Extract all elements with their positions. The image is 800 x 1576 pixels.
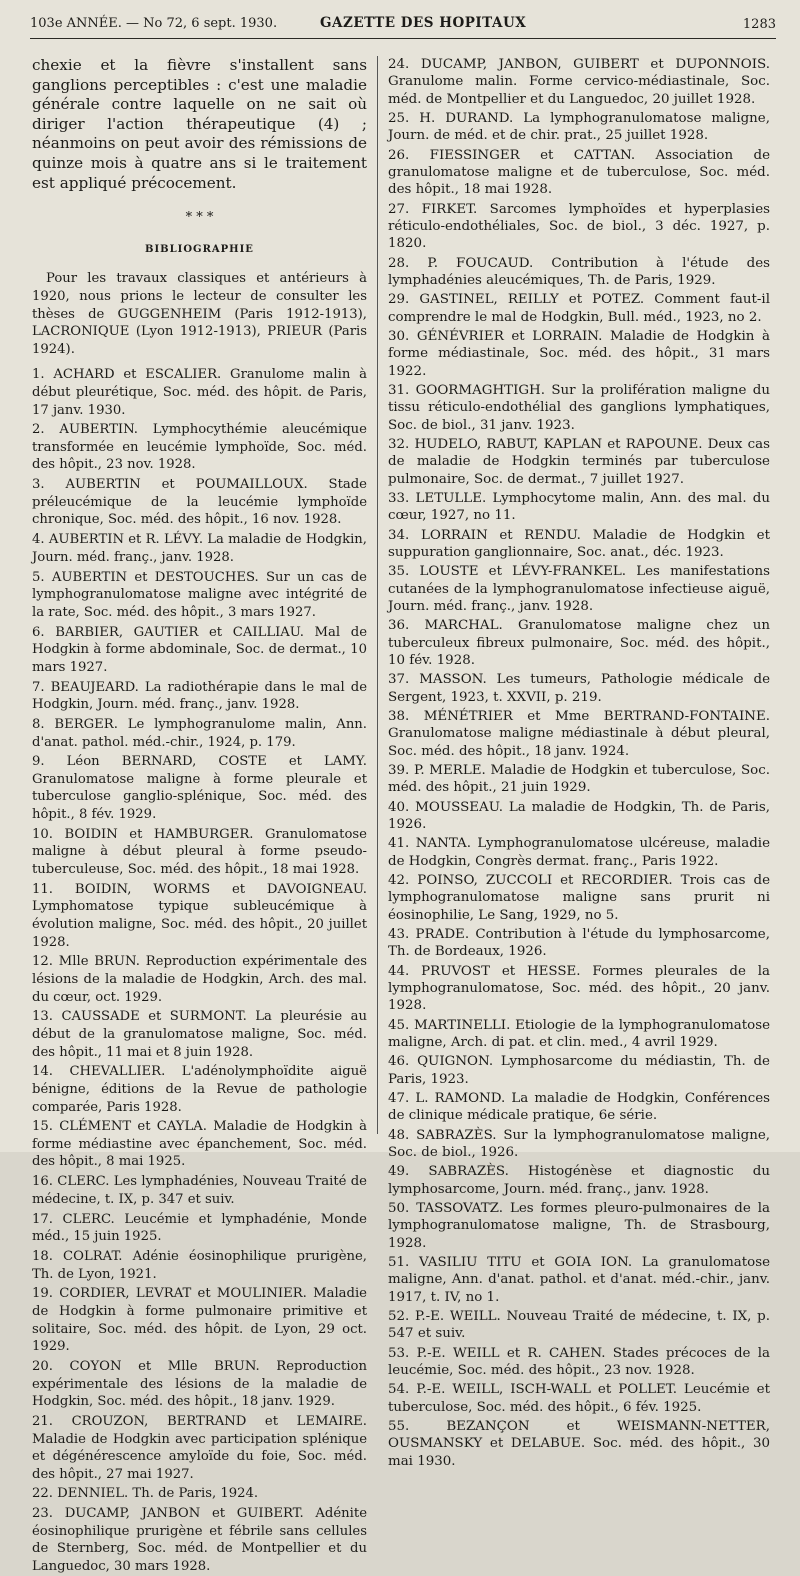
reference-item: 30. GÉNÉVRIER et LORRAIN. Maladie de Hodgkin à forme médiastinale, Soc. méd. des hôpit., 31 mars 1922.: [388, 329, 770, 379]
bibliography-title: BIBLIOGRAPHIE: [145, 243, 254, 255]
reference-item: 55. BEZANÇON et WEISMANN-NETTER, OUSMANSKY et DELABUE. Soc. méd. des hôpit., 30 mai 1930.: [388, 1419, 770, 1469]
reference-item: 36. MARCHAL. Granulomatose maligne chez un tuberculeux fibreux pulmonaire, Soc. méd. des hôpit., 10 fév. 1928.: [388, 618, 770, 668]
reference-item: 51. VASILIU TITU et GOIA ION. La granulomatose maligne, Ann. d'anat. pathol. et d'anat. méd.-chir., janv. 1917, t. IV, no 1.: [388, 1255, 770, 1305]
reference-item: 32. HUDELO, RABUT, KAPLAN et RAPOUNE. Deux cas de maladie de Hodgkin terminés par tuberculose pulmonaire, Soc. de dermat., 7 juillet 1927.: [388, 436, 770, 487]
reference-item: 12. Mlle BRUN. Reproduction expérimentale des lésions de la maladie de Hodgkin, Arch. des mal. du cœur, oct. 1929.: [32, 954, 367, 1005]
reference-item: 25. H. DURAND. La lymphogranulomatose maligne, Journ. de méd. et de chir. prat., 25 juillet 1928.: [388, 110, 770, 144]
reference-item: 46. QUIGNON. Lymphosarcome du médiastin, Th. de Paris, 1923.: [388, 1054, 770, 1087]
reference-item: 43. PRADE. Contribution à l'étude du lymphosarcome, Th. de Bordeaux, 1926.: [388, 927, 770, 960]
left-column: [32, 56, 367, 1575]
reference-item: 48. SABRAZÈS. Sur la lymphogranulomatose maligne, Soc. de biol., 1926.: [388, 1127, 770, 1161]
reference-item: 53. P.-E. WEILL et R. CAHEN. Stades précoces de la leucémie, Soc. méd. des hôpit., 23 nov. 1928.: [388, 1345, 770, 1379]
reference-item: 3. AUBERTIN et POUMAILLOUX. Stade préleucémique de la leucémie lymphoïde chronique, Soc. méd. des hôpit., 16 nov. 1928.: [32, 477, 367, 528]
reference-item: 22. DENNIEL. Th. de Paris, 1924.: [32, 1486, 259, 1502]
page-number: 1283: [742, 17, 776, 32]
reference-item: 33. LETULLE. Lymphocytome malin, Ann. des mal. du cœur, 1927, no 11.: [388, 490, 770, 524]
reference-list-right: [388, 56, 770, 1470]
reference-item: 10. BOIDIN et HAMBURGER. Granulomatose maligne à début pleural à forme pseudo-tuberculeuse, Soc. méd. des hôpit., 18 mai 1928.: [32, 826, 367, 878]
reference-item: 37. MASSON. Les tumeurs, Pathologie médicale de Sergent, 1923, t. XXVII, p. 219.: [388, 672, 770, 705]
reference-item: 19. CORDIER, LEVRAT et MOULINIER. Maladie de Hodgkin à forme pulmonaire primitive et solitaire, Soc. méd. des hôpit. de Lyon, 29 oct. 1929.: [32, 1286, 367, 1355]
reference-item: 4. AUBERTIN et R. LÉVY. La maladie de Hodgkin, Journ. méd. franç., janv. 1928.: [32, 532, 367, 565]
reference-item: 18. COLRAT. Adénie éosinophilique prurigène, Th. de Lyon, 1921.: [32, 1249, 367, 1282]
reference-item: 8. BERGER. Le lymphogranulome malin, Ann. d'anat. pathol. méd.-chir., 1924, p. 179.: [32, 716, 367, 750]
reference-item: 28. P. FOUCAUD. Contribution à l'étude des lymphadénies aleucémiques, Th. de Paris, 1929.: [388, 255, 770, 288]
section-separator: * * *: [185, 210, 214, 226]
reference-item: 31. GOORMAGHTIGH. Sur la prolifération maligne du tissu réticulo-endothélial des ganglions lymphatiques, Soc. de biol., 31 janv. 1923.: [388, 383, 770, 433]
intro-paragraph: chexie et la fièvre s'installent sans ganglions perceptibles : c'est une maladie générale contre laquelle on ne sait où diriger l'action thérapeutique (4) ; néanmoins on peut avoir des rémissions de quinze mois à quatre ans si le traitement est appliqué précocement.: [32, 56, 367, 192]
reference-item: 54. P.-E. WEILL, ISCH-WALL et POLLET. Leucémie et tuberculose, Soc. méd. des hôpit., 6 fév. 1925.: [388, 1382, 770, 1415]
reference-item: 2. AUBERTIN. Lymphocythémie aleucémique transformée en leucémie lymphoïde, Soc. méd. des hôpit., 23 nov. 1928.: [32, 422, 367, 473]
reference-item: 1. ACHARD et ESCALIER. Granulome malin à début pleurétique, Soc. méd. des hôpit. de Paris, 17 janv. 1930.: [32, 367, 367, 418]
reference-item: 47. L. RAMOND. La maladie de Hodgkin, Conférences de clinique médicale pratique, 6e série.: [388, 1091, 770, 1124]
reference-item: 29. GASTINEL, REILLY et POTEZ. Comment faut-il comprendre le mal de Hodgkin, Bull. méd., 1923, no 2.: [388, 292, 770, 325]
reference-item: 50. TASSOVATZ. Les formes pleuro-pulmonaires de la lymphogranulomatose maligne, Th. de Strasbourg, 1928.: [388, 1201, 770, 1251]
reference-item: 44. PRUVOST et HESSE. Formes pleurales de la lymphogranulomatose, Soc. méd. des hôpit., 20 janv. 1928.: [388, 963, 770, 1014]
reference-item: 6. BARBIER, GAUTIER et CAILLIAU. Mal de Hodgkin à forme abdominale, Soc. de dermat., 10 mars 1927.: [32, 624, 367, 675]
bibliography-note: Pour les travaux classiques et antérieurs à 1920, nous prions le lecteur de consulter les thèses de GUGGENHEIM (Paris 1912-1913), LACRONIQUE (Lyon 1912-1913), PRIEUR (Paris 1924).: [32, 271, 367, 357]
reference-item: 20. COYON et Mlle BRUN. Reproduction expérimentale des lésions de la maladie de Hodgkin, Soc. méd. des hôpit., 18 janv. 1929.: [32, 1358, 367, 1410]
reference-item: 49. SABRAZÈS. Histogénèse et diagnostic du lymphosarcome, Journ. méd. franç., janv. 1928.: [388, 1164, 770, 1197]
reference-item: 5. AUBERTIN et DESTOUCHES. Sur un cas de lymphogranulomatose maligne avec intégrité de la rate, Soc. méd. des hôpit., 3 mars 1927.: [32, 569, 367, 620]
reference-item: 26. FIESSINGER et CATTAN. Association de granulomatose maligne et de tuberculose, Soc. méd. des hôpit., 18 mai 1928.: [388, 147, 770, 198]
reference-item: 52. P.-E. WEILL. Nouveau Traité de médecine, t. IX, p. 547 et suiv.: [388, 1309, 770, 1342]
reference-item: 35. LOUSTE et LÉVY-FRANKEL. Les manifestations cutanées de la lymphogranulomatose infectieuse aiguë, Journ. méd. franç., janv. 1928.: [388, 564, 770, 614]
reference-item: 40. MOUSSEAU. La maladie de Hodgkin, Th. de Paris, 1926.: [388, 799, 770, 832]
reference-item: 11. BOIDIN, WORMS et DAVOIGNEAU. Lymphomatose typique subleucémique à évolution maligne, Soc. méd. des hôpit., 20 juillet 1928.: [32, 881, 367, 950]
running-header: [30, 12, 776, 39]
reference-item: 38. MÉNÉTRIER et Mme BERTRAND-FONTAINE. Granulomatose maligne médiastinale à début pleural, Soc. méd. des hôpit., 18 janv. 1924.: [388, 709, 770, 759]
reference-item: 21. CROUZON, BERTRAND et LEMAIRE. Maladie de Hodgkin avec participation splénique et dégénérescence amyloïde du foie, Soc. méd. des hôpit., 27 mai 1927.: [32, 1413, 367, 1482]
reference-item: 27. FIRKET. Sarcomes lymphoïdes et hyperplasies réticulo-endothéliales, Soc. de biol., 3 déc. 1927, p. 1820.: [388, 201, 770, 252]
column-divider: [377, 56, 378, 1134]
reference-item: 34. LORRAIN et RENDU. Maladie de Hodgkin et suppuration ganglionnaire, Soc. anat., déc. 1923.: [388, 527, 770, 560]
reference-item: 24. DUCAMP, JANBON, GUIBERT et DUPONNOIS. Granulome malin. Forme cervico-médiastinale, Soc. méd. de Montpellier et du Languedoc, 20 juillet 1928.: [388, 57, 770, 107]
reference-item: 15. CLÉMENT et CAYLA. Maladie de Hodgkin à forme médiastine avec épanchement, Soc. méd. des hôpit., 8 mai 1925.: [32, 1119, 367, 1170]
reference-item: 42. POINSO, ZUCCOLI et RECORDIER. Trois cas de lymphogranulomatose maligne sans prurit ni éosinophilie, Le Sang, 1929, no 5.: [388, 873, 770, 923]
journal-title: GAZETTE DES HOPITAUX: [320, 15, 527, 31]
reference-item: 13. CAUSSADE et SURMONT. La pleurésie au début de la granulomatose maligne, Soc. méd. des hôpit., 11 mai et 8 juin 1928.: [32, 1009, 367, 1060]
issue-info: 103e ANNÉE. — No 72, 6 sept. 1930.: [30, 16, 278, 31]
reference-item: 39. P. MERLE. Maladie de Hodgkin et tuberculose, Soc. méd. des hôpit., 21 juin 1929.: [388, 762, 770, 796]
reference-list-left: [32, 366, 367, 1575]
reference-item: 17. CLERC. Leucémie et lymphadénie, Monde méd., 15 juin 1925.: [32, 1211, 367, 1245]
reference-item: 14. CHEVALLIER. L'adénolymphoïdite aiguë bénigne, éditions de la Revue de pathologie comparée, Paris 1928.: [32, 1064, 367, 1115]
reference-item: 45. MARTINELLI. Etiologie de la lymphogranulomatose maligne, Arch. di pat. et clin. med., 4 avril 1929.: [388, 1017, 770, 1050]
reference-item: 23. DUCAMP, JANBON et GUIBERT. Adénite éosinophilique prurigène et fébrile sans cellules de Sternberg, Soc. méd. de Montpellier et du Languedoc, 30 mars 1928.: [32, 1506, 367, 1575]
reference-item: 9. Léon BERNARD, COSTE et LAMY. Granulomatose maligne à forme pleurale et tuberculose ganglio-splénique, Soc. méd. des hôpit., 8 fév. 1929.: [32, 754, 367, 823]
reference-item: 41. NANTA. Lymphogranulomatose ulcéreuse, maladie de Hodgkin, Congrès dermat. franç., Paris 1922.: [388, 836, 770, 869]
reference-item: 7. BEAUJEARD. La radiothérapie dans le mal de Hodgkin, Journ. méd. franç., janv. 1928.: [32, 679, 367, 713]
right-column: [388, 56, 770, 1469]
reference-item: 16. CLERC. Les lymphadénies, Nouveau Traité de médecine, t. IX, p. 347 et suiv.: [32, 1174, 367, 1207]
